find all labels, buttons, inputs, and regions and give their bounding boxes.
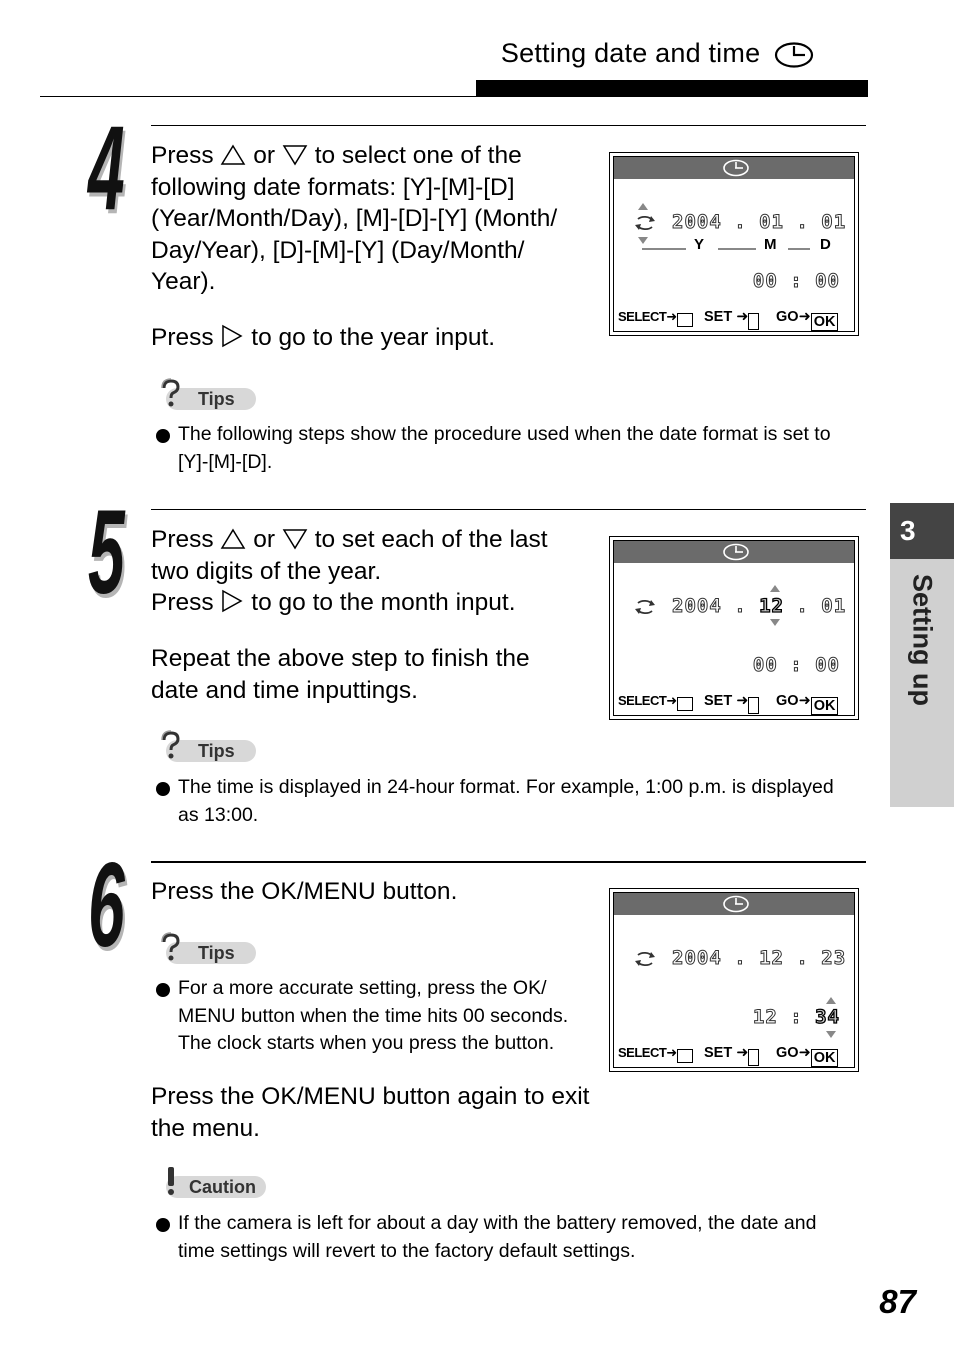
step-number: 5 xyxy=(88,485,125,619)
step-4-line-1: Press or to select one of the xyxy=(151,142,522,169)
header-rule xyxy=(40,96,476,97)
exclamation-icon xyxy=(156,1166,186,1198)
clock-icon xyxy=(774,41,814,69)
camera-screen xyxy=(609,536,859,720)
clock-icon xyxy=(722,543,750,561)
camera-screen xyxy=(609,888,859,1072)
down-arrow-icon xyxy=(826,1031,836,1038)
set-label: SET ➜ xyxy=(704,1045,748,1061)
caution-text: If the camera is left for about a day with the battery removed, the date and time settings will revert to the factory default settings. xyxy=(178,1212,817,1262)
step-5-instructions xyxy=(151,524,548,619)
page-number: 87 xyxy=(879,1283,916,1320)
bullet xyxy=(156,782,170,796)
text-line: (Year/Month/Day), [M]-[D]-[Y] (Month/ xyxy=(151,205,558,232)
text-line: Year). xyxy=(151,268,216,295)
question-icon xyxy=(156,730,186,762)
go-label: GO➜ OK xyxy=(776,1045,811,1061)
step-rule xyxy=(151,509,866,510)
screen-time: 12 : 34 xyxy=(752,1006,840,1028)
right-arrow-icon xyxy=(220,324,244,348)
format-line xyxy=(718,248,756,250)
format-d: D xyxy=(820,236,831,253)
tip-text: For a more accurate setting, press the OK/ MENU button when the time hits 00 seconds. The clock starts when you press the button. xyxy=(178,977,569,1054)
up-arrow-icon xyxy=(638,203,648,210)
screen-time: 00 : 00 xyxy=(752,654,840,676)
bullet xyxy=(156,429,170,443)
tip-text: The time is displayed in 24-hour format. For example, 1:00 p.m. is displayed as 13:00. xyxy=(178,776,834,826)
question-icon xyxy=(156,932,186,964)
active-field: 12 xyxy=(759,595,784,617)
step-rule xyxy=(151,125,866,126)
step-5-repeat: Repeat the above step to finish the date and time inputtings. xyxy=(151,645,530,704)
set-label: SET ➜ xyxy=(704,309,748,325)
select-label: SELECT➜ xyxy=(618,1045,677,1061)
chapter-number: 3 xyxy=(890,503,954,559)
active-field: 34 xyxy=(815,1006,840,1028)
up-arrow-icon xyxy=(826,997,836,1004)
cycle-icon xyxy=(634,951,656,967)
down-arrow-icon xyxy=(770,619,780,626)
clock-icon xyxy=(722,159,750,177)
format-line xyxy=(788,248,810,250)
text-line: following date formats: [Y]-[M]-[D] xyxy=(151,173,515,201)
up-arrow-icon xyxy=(770,585,780,592)
screen-controls xyxy=(614,689,854,715)
select-label: SELECT➜ xyxy=(618,309,677,325)
screen-controls xyxy=(614,1041,854,1067)
question-icon xyxy=(156,378,186,410)
down-arrow-icon xyxy=(282,528,308,550)
clock-icon xyxy=(722,895,750,913)
page-header xyxy=(501,38,814,69)
step-4-instructions xyxy=(151,140,557,298)
format-line xyxy=(642,248,686,250)
screen-date: 2004 . 12 . 23 xyxy=(672,947,847,969)
down-arrow-icon xyxy=(638,237,648,244)
cycle-icon xyxy=(634,599,656,615)
step-6-main: Press the OK/MENU button. xyxy=(151,878,458,905)
screen-title-bar xyxy=(614,893,854,915)
screen-title-bar xyxy=(614,541,854,563)
ok-box: OK xyxy=(811,697,839,715)
bullet xyxy=(156,1218,170,1232)
tip-text: The following steps show the procedure used when the date format is set to [Y]-[M]-[D]. xyxy=(178,423,831,473)
down-arrow-icon xyxy=(282,144,308,166)
up-arrow-icon xyxy=(220,144,246,166)
format-m: M xyxy=(764,236,777,253)
step-rule xyxy=(151,861,866,863)
screen-controls xyxy=(614,305,854,331)
ok-box: OK xyxy=(811,313,839,331)
header-bar xyxy=(476,80,868,97)
step-5-press-right: Press to go to the month input. xyxy=(151,589,516,616)
go-label: GO➜ OK xyxy=(776,309,811,325)
camera-screen xyxy=(609,152,859,336)
screen-time: 00 : 00 xyxy=(752,270,840,292)
chapter-label: Setting up xyxy=(907,574,938,706)
screen-date: 2004 . 12 . 01 xyxy=(672,595,847,617)
right-arrow-icon xyxy=(220,589,244,613)
screen-title-bar xyxy=(614,157,854,179)
ok-box: OK xyxy=(811,1049,839,1067)
format-y: Y xyxy=(694,236,705,253)
set-label: SET ➜ xyxy=(704,693,748,709)
text-line: Day/Year), [D]-[M]-[Y] (Day/Month/ xyxy=(151,236,525,264)
up-arrow-icon xyxy=(220,528,246,550)
go-label: GO➜ OK xyxy=(776,693,811,709)
step-number: 6 xyxy=(88,838,125,972)
header-title: Setting date and time xyxy=(500,38,761,68)
screen-date: 2004 . 01 . 01 xyxy=(672,211,847,233)
bullet xyxy=(156,983,170,997)
text-line: two digits of the year. xyxy=(151,557,382,585)
step-number: 4 xyxy=(88,101,125,235)
step-4-press-right: Press to go to the year input. xyxy=(151,324,496,351)
cycle-icon xyxy=(634,215,656,231)
select-label: SELECT➜ xyxy=(618,693,677,709)
step-5-line-1: Press or to set each of the last xyxy=(151,526,548,553)
step-6-again: Press the OK/MENU button again to exit the menu. xyxy=(151,1083,590,1142)
